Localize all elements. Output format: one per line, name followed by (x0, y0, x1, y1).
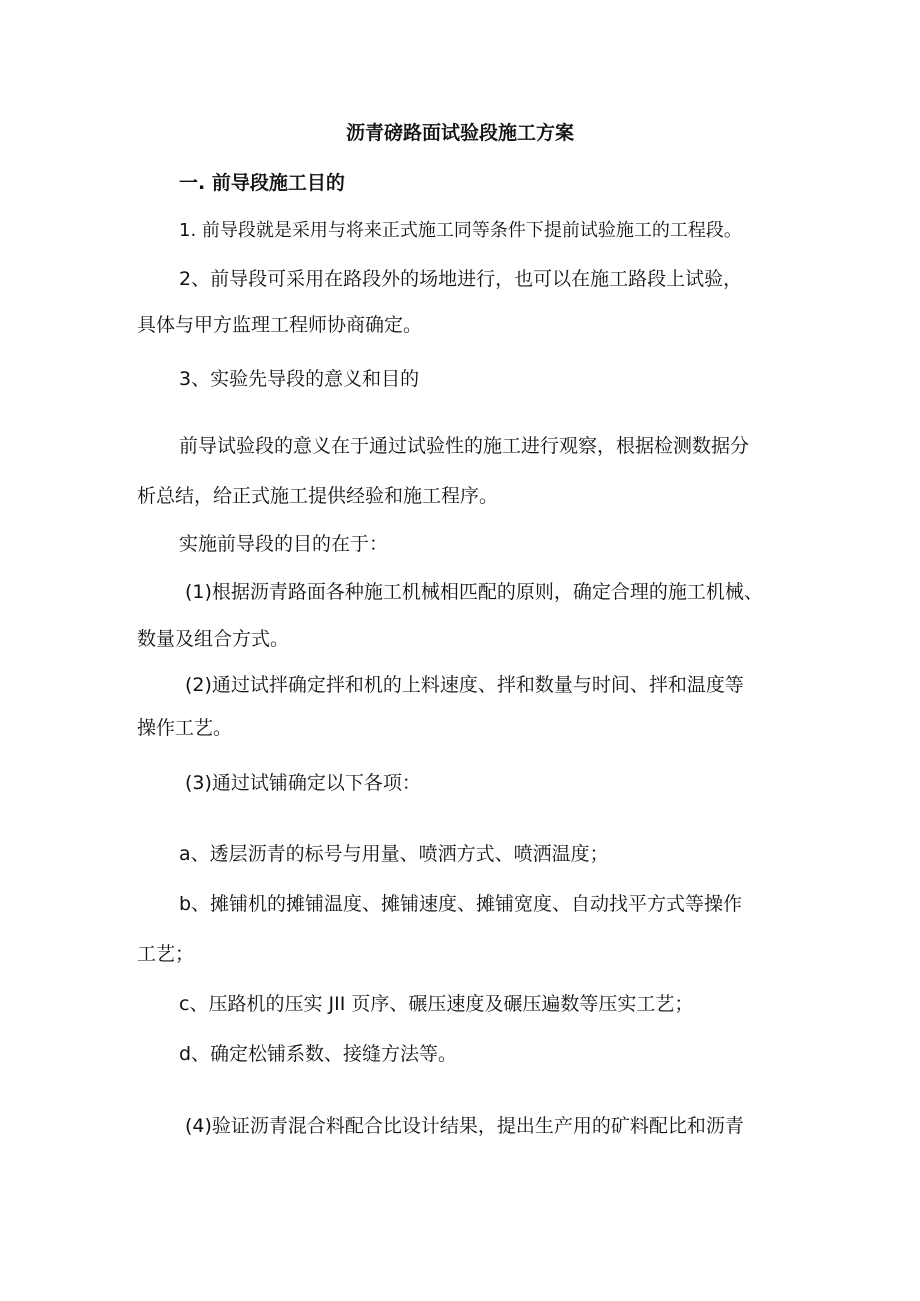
document-title: 沥青磅路面试验段施工方案 (345, 122, 574, 144)
purpose-2-line-2: 操作工艺。 (137, 717, 233, 739)
item-b-line-2: 工艺； (137, 943, 195, 965)
paragraph-item-2-line-2: 具体与甲方监理工程师协商确定。 (137, 314, 423, 336)
section-heading: 一. 前导段施工目的 (179, 172, 345, 194)
paragraph-item-1: 1. 前导段就是采用与将来正式施工同等条件下提前试验施工的工程段。 (179, 220, 742, 241)
purpose-4-line-1: (4)验证沥青混合料配合比设计结果，提出生产用的矿料配比和沥青 (185, 1115, 744, 1137)
purpose-2-line-1: (2)通过试拌确定拌和机的上料速度、拌和数量与时间、拌和温度等 (185, 674, 744, 696)
item-c: c、压路机的压实 JII 页序、碾压速度及碾压遍数等压实工艺； (179, 993, 694, 1015)
item-d: d、确定松铺系数、接缝方法等。 (179, 1043, 458, 1065)
paragraph-item-2-line-1: 2、前导段可采用在路段外的场地进行，也可以在施工路段上试验， (179, 268, 743, 290)
item-b-line-1: b、摊铺机的摊铺温度、摊铺速度、摊铺宽度、自动找平方式等操作 (179, 893, 743, 915)
significance-line-2: 析总结，给正式施工提供经验和施工程序。 (137, 485, 499, 507)
significance-line-1: 前导试验段的意义在于通过试验性的施工进行观察，根据检测数据分 (179, 435, 750, 457)
purpose-1-line-1: (1)根据沥青路面各种施工机械相匹配的原则，确定合理的施工机械、 (185, 581, 763, 603)
purpose-intro: 实施前导段的目的在于： (179, 533, 389, 555)
purpose-1-line-2: 数量及组合方式。 (137, 628, 290, 650)
paragraph-item-3: 3、实验先导段的意义和目的 (179, 368, 420, 390)
item-a: a、透层沥青的标号与用量、喷洒方式、喷洒温度； (179, 843, 609, 865)
purpose-3: (3)通过试铺确定以下各项： (185, 772, 421, 794)
